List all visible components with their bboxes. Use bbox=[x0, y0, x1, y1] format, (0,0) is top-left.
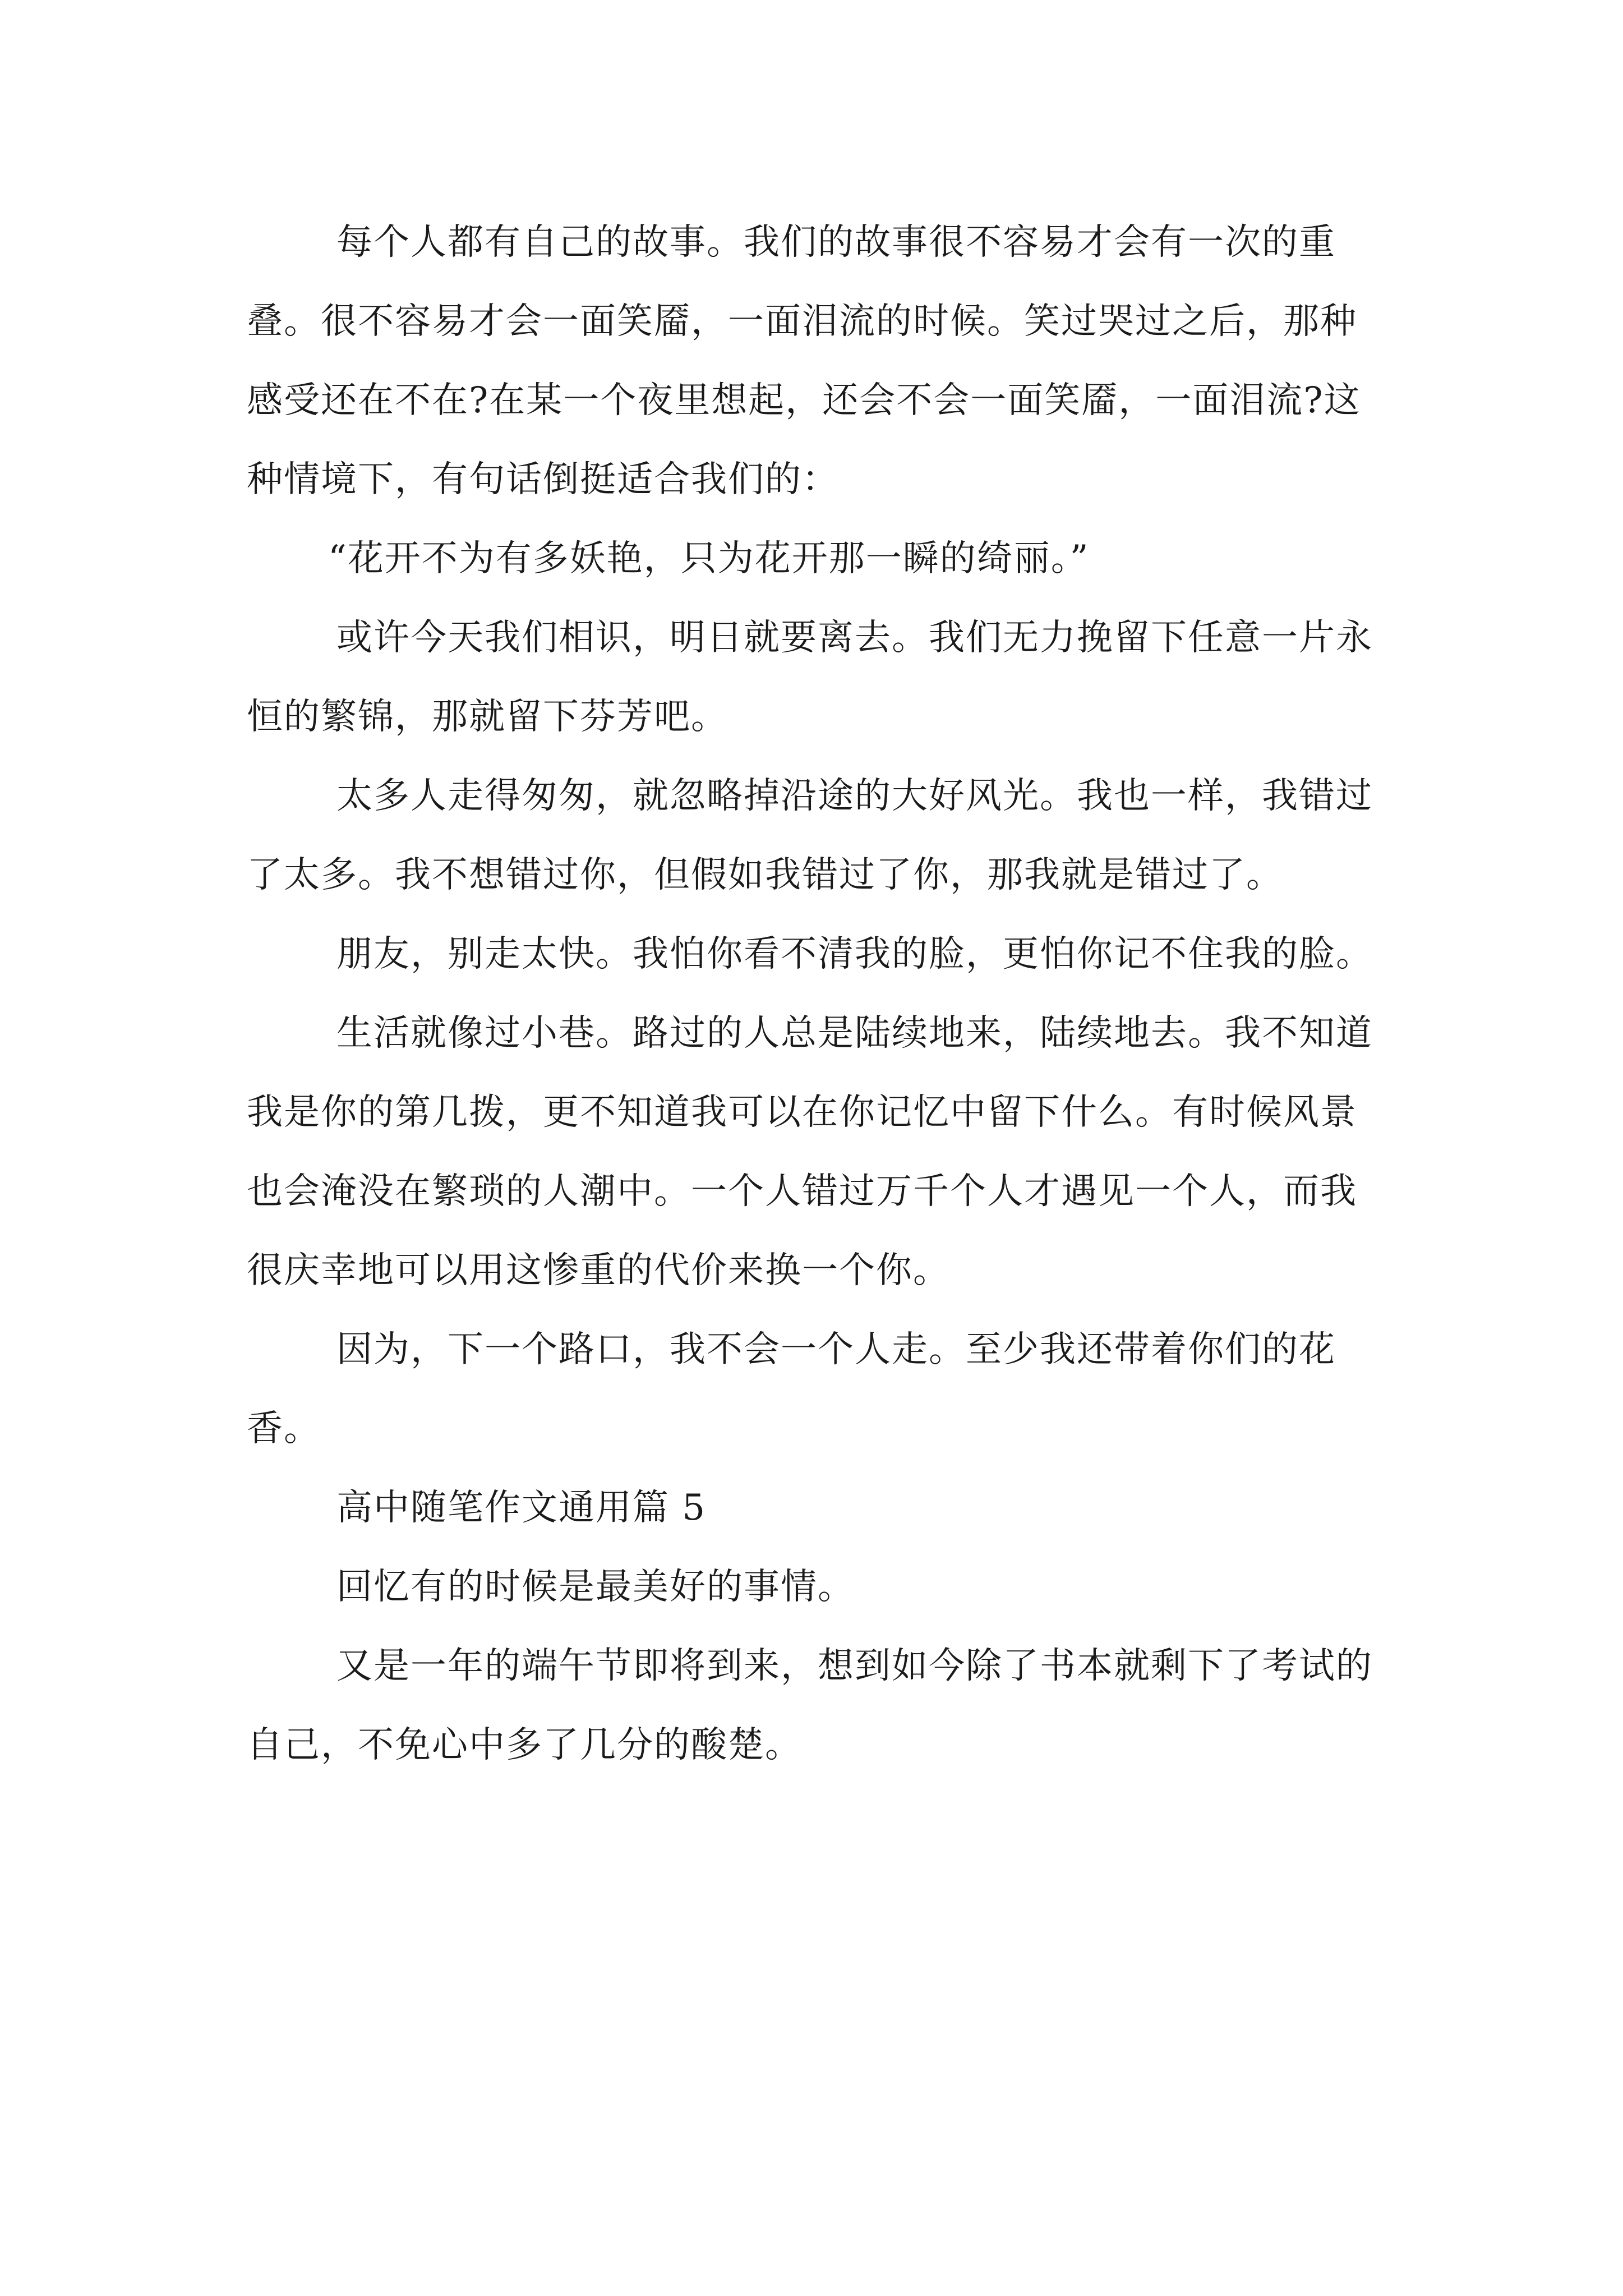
paragraph-alley: 生活就像过小巷。路过的人总是陆续地来，陆续地去。我不知道我是你的第几拨，更不知道我可以在你记忆中留下什么。有时候风景也会淹没在繁琐的人潮中。一个人错过万千个人才遇见一个人，而我很庆幸地可以用这惨重的代价来换一个你。 bbox=[247, 1013, 1373, 1291]
paragraph-dragon-boat: 又是一年的端午节即将到来，想到如今除了书本就剩下了考试的自己，不免心中多了几分的酸楚。 bbox=[247, 1645, 1373, 1766]
document-body bbox=[247, 203, 1380, 1785]
paragraph-crossroad: 因为，下一个路口，我不会一个人走。至少我还带着你们的花香。 bbox=[247, 1329, 1336, 1450]
paragraph-stories: 每个人都有自己的故事。我们的故事很不容易才会有一次的重叠。很不容易才会一面笑靥，一面泪流的时候。笑过哭过之后，那种感受还在不在?在某一个夜里想起，还会不会一面笑靥，一面泪流?这种情境下，有句话倒挺适合我们的： bbox=[247, 222, 1361, 500]
paragraph-memory: 回忆有的时候是最美好的事情。 bbox=[336, 1566, 855, 1608]
paragraph-quote: “花开不为有多妖艳，只为花开那一瞬的绮丽。” bbox=[328, 538, 1090, 579]
paragraph-friend: 朋友，别走太快。我怕你看不清我的脸，更怕你记不住我的脸。 bbox=[336, 933, 1373, 975]
section-heading: 高中随笔作文通用篇 5 bbox=[336, 1487, 707, 1529]
paragraph-missed: 太多人走得匆匆，就忽略掉沿途的大好风光。我也一样，我错过了太多。我不想错过你，但假如我错过了你，那我就是错过了。 bbox=[247, 775, 1373, 896]
paragraph-meeting: 或许今天我们相识，明日就要离去。我们无力挽留下任意一片永恒的繁锦，那就留下芬芳吧。 bbox=[247, 617, 1373, 738]
